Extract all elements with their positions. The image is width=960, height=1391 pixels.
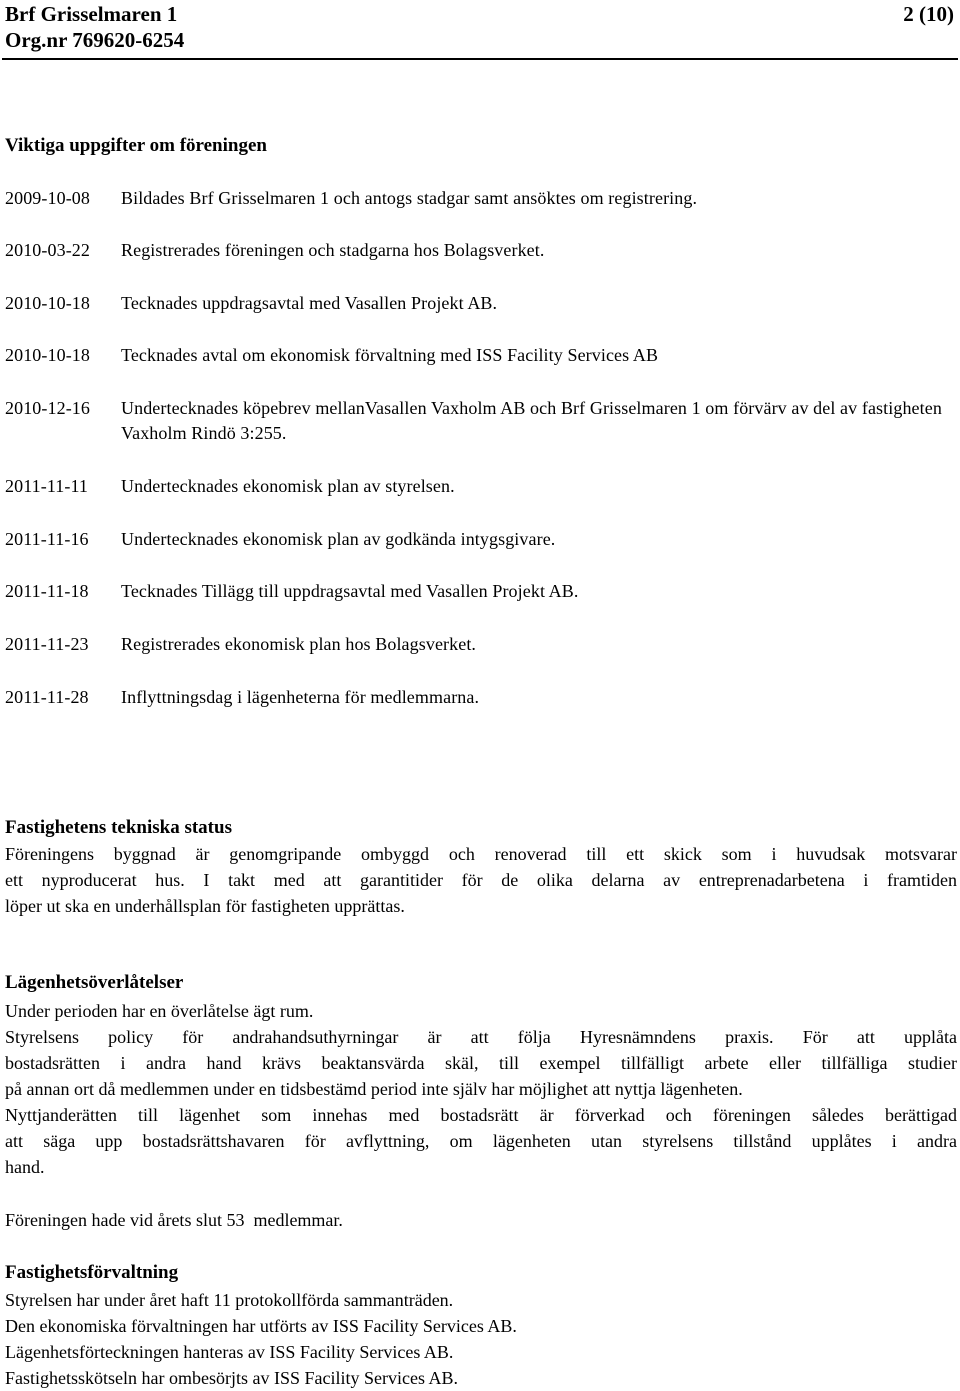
paragraph-line: Styrelsen har under året haft 11 protokollförda sammanträden.	[5, 1290, 454, 1310]
section-title-property-management: Fastighetsförvaltning	[5, 1262, 179, 1283]
paragraph-line: Styrelsens policy för andrahandsuthyrningar är att följa Hyresnämndens praxis. För att upplåta	[5, 1027, 957, 1047]
page-number: 2 (10)	[903, 2, 954, 26]
section-title-important-info: Viktiga uppgifter om föreningen	[5, 135, 267, 156]
paragraph-line: hand.	[5, 1157, 45, 1177]
section-title-technical-status: Fastighetens tekniska status	[5, 817, 232, 838]
members-count-line: Föreningen hade vid årets slut 53 medlemmar.	[5, 1210, 343, 1230]
paragraph-line: Fastighetsskötseln har ombesörjts av ISS Facility Services AB.	[5, 1368, 458, 1388]
event-text: Tecknades Tillägg till uppdragsavtal med Vasallen Projekt AB.	[121, 581, 579, 601]
event-text: Undertecknades ekonomisk plan av godkända intygsgivare.	[121, 529, 556, 549]
event-date: 2009-10-08	[5, 188, 90, 208]
header-divider	[2, 58, 958, 60]
apartment-transfers-paragraph	[5, 998, 957, 1180]
event-date: 2010-10-18	[5, 293, 90, 313]
event-text: Inflyttningsdag i lägenheterna för medlemmarna.	[121, 687, 480, 707]
paragraph-line: Under perioden har en överlåtelse ägt rum.	[5, 1001, 314, 1021]
event-date: 2011-11-23	[5, 634, 89, 654]
event-text: Bildades Brf Grisselmaren 1 och antogs stadgar samt ansöktes om registrering.	[121, 188, 698, 208]
paragraph-line: på annan ort då medlemmen under en tidsbestämd period inte själv har möjlighet att nyttja lägenheten.	[5, 1079, 743, 1099]
org-number: Org.nr 769620-6254	[5, 28, 185, 52]
event-text: Tecknades uppdragsavtal med Vasallen Projekt AB.	[121, 293, 498, 313]
event-date: 2011-11-11	[5, 476, 88, 496]
section-title-apartment-transfers: Lägenhetsöverlåtelser	[5, 972, 184, 993]
property-management-paragraph	[5, 1287, 957, 1391]
paragraph-line: löper ut ska en underhållsplan för fastigheten upprättas.	[5, 896, 405, 916]
event-text: Registrerades föreningen och stadgarna hos Bolagsverket.	[121, 240, 545, 260]
paragraph-line: ett nyproducerat hus. I takt med att garantitider för de olika delarna av entreprenadarbetena i framtiden	[5, 870, 957, 890]
event-text: Undertecknades köpebrev mellanVasallen Vaxholm AB och Brf Grisselmaren 1 om förvärv av del av fastigheten Vaxholm Rindö 3:255.	[121, 398, 942, 443]
event-text: Tecknades avtal om ekonomisk förvaltning med ISS Facility Services AB	[121, 345, 659, 365]
event-date: 2010-12-16	[5, 398, 90, 418]
paragraph-line: bostadsrätten i andra hand krävs beaktansvärda skäl, till exempel tillfälligt arbete eller tillfälliga studier	[5, 1053, 957, 1073]
event-text: Undertecknades ekonomisk plan av styrelsen.	[121, 476, 455, 496]
event-text: Registrerades ekonomisk plan hos Bolagsverket.	[121, 634, 477, 654]
paragraph-line: Lägenhetsförteckningen hanteras av ISS Facility Services AB.	[5, 1342, 454, 1362]
event-date: 2010-10-18	[5, 345, 90, 365]
event-date: 2010-03-22	[5, 240, 90, 260]
technical-status-paragraph	[5, 841, 957, 919]
paragraph-line: Nyttjanderätten till lägenhet som innehas med bostadsrätt är förverkad och föreningen således berättigad	[5, 1105, 957, 1125]
event-date: 2011-11-16	[5, 529, 89, 549]
paragraph-line: Den ekonomiska förvaltningen har utförts av ISS Facility Services AB.	[5, 1316, 517, 1336]
company-name: Brf Grisselmaren 1	[5, 2, 178, 26]
paragraph-line: Föreningens byggnad är genomgripande ombyggd och renoverad till ett skick som i huvudsak motsvarar	[5, 844, 957, 864]
event-date: 2011-11-18	[5, 581, 89, 601]
paragraph-line: att säga upp bostadsrättshavaren för avflyttning, om lägenheten utan styrelsens tillstånd upplåtes i andra	[5, 1131, 957, 1151]
event-date: 2011-11-28	[5, 687, 89, 707]
